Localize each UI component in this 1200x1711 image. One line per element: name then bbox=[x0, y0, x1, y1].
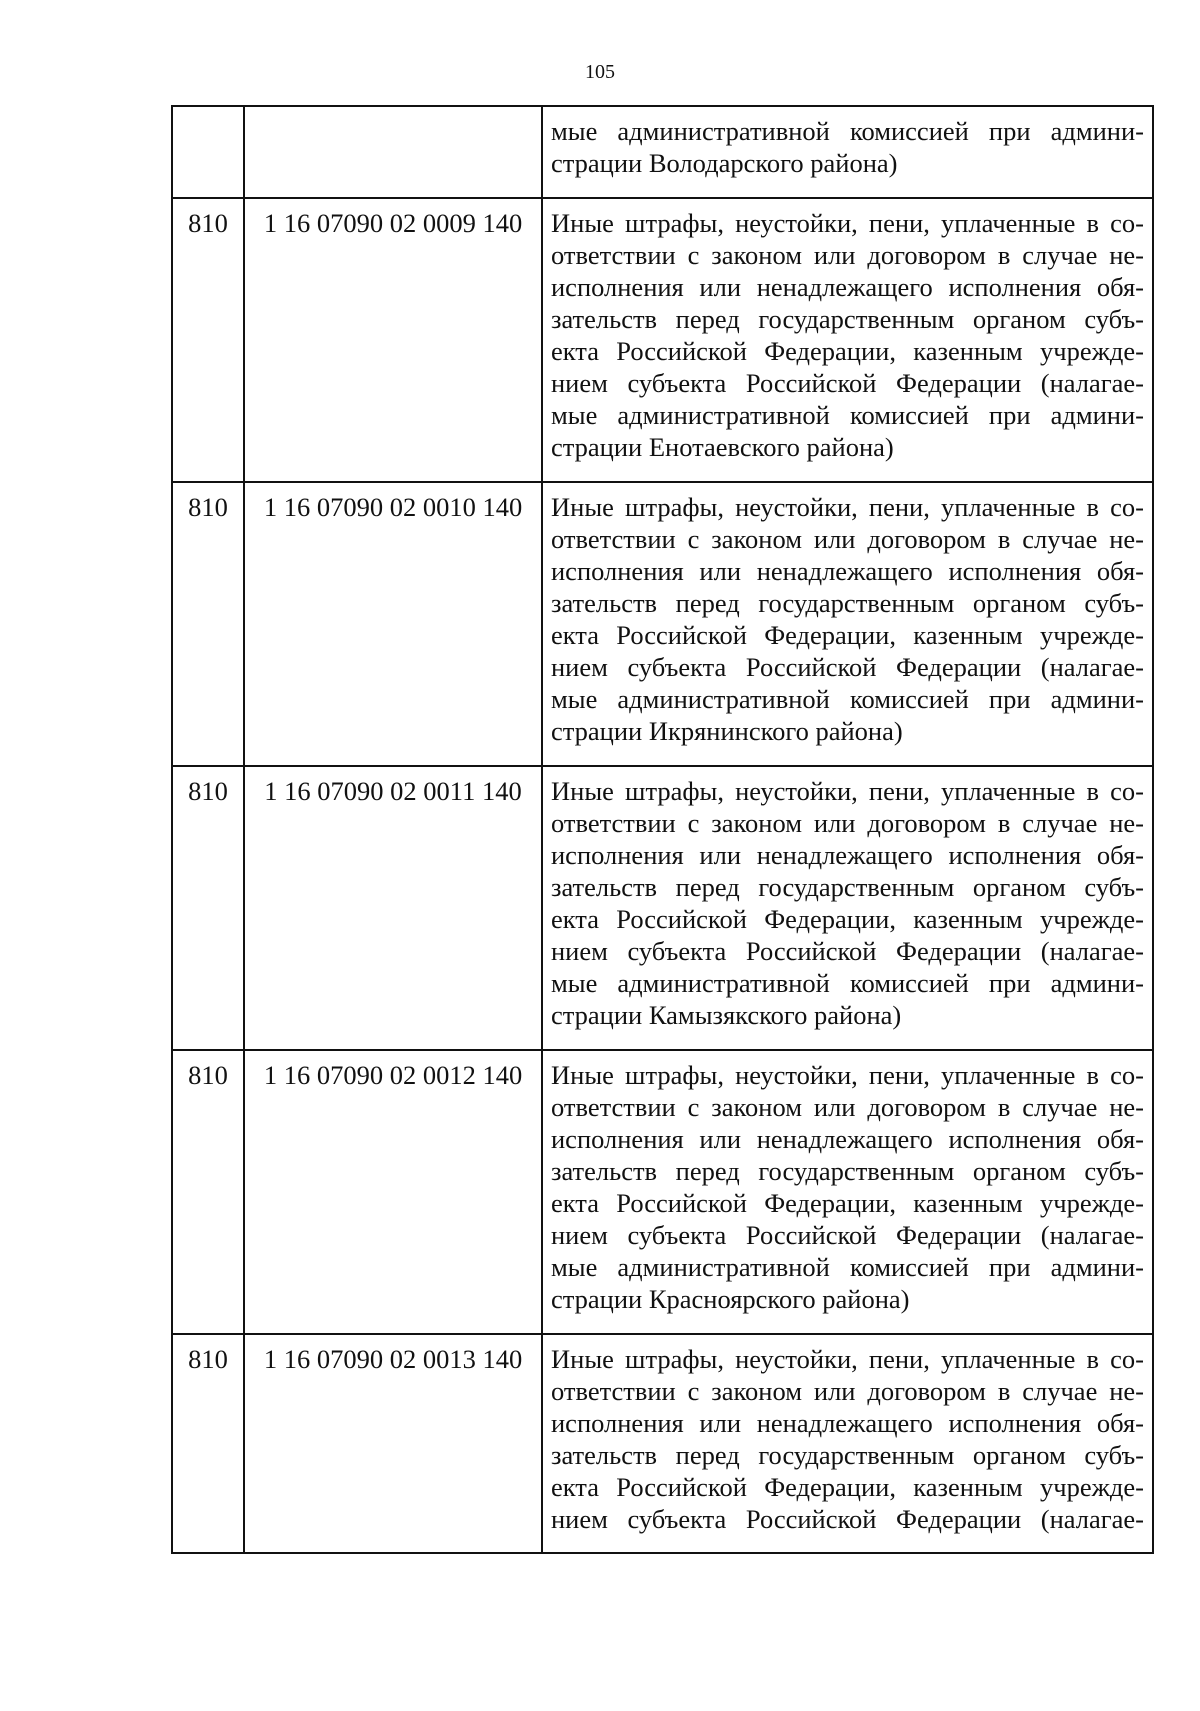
description-text bbox=[551, 1059, 1144, 1315]
budget-code-cell: 1 16 07090 02 0012 140 bbox=[244, 1050, 542, 1334]
budget-code-cell: 1 16 07090 02 0009 140 bbox=[244, 198, 542, 482]
table-row bbox=[172, 1334, 1153, 1553]
description-cell bbox=[542, 106, 1153, 198]
description-line: ответствии с законом или договором в случае не- bbox=[551, 1092, 1144, 1122]
description-line: страции Володарского района) bbox=[551, 148, 898, 178]
description-line: страции Енотаевского района) bbox=[551, 432, 894, 462]
description-text bbox=[551, 1343, 1144, 1535]
budget-code-cell: 1 16 07090 02 0011 140 bbox=[244, 766, 542, 1050]
description-line: мые административной комиссией при админи- bbox=[551, 400, 1144, 430]
admin-code-cell: 810 bbox=[172, 766, 244, 1050]
description-line: зательств перед государственным органом субъ- bbox=[551, 588, 1144, 618]
description-line: нием субъекта Российской Федерации (налагае- bbox=[551, 368, 1144, 398]
description-line: исполнения или ненадлежащего исполнения обя- bbox=[551, 272, 1144, 302]
description-line: нием субъекта Российской Федерации (налагае- bbox=[551, 1504, 1144, 1534]
description-cell bbox=[542, 1334, 1153, 1553]
description-line: исполнения или ненадлежащего исполнения обя- bbox=[551, 556, 1144, 586]
description-line: мые административной комиссией при админи- bbox=[551, 684, 1144, 714]
admin-code-cell: 810 bbox=[172, 482, 244, 766]
description-line: Иные штрафы, неустойки, пени, уплаченные в со- bbox=[551, 776, 1144, 806]
description-line: нием субъекта Российской Федерации (налагае- bbox=[551, 936, 1144, 966]
description-text bbox=[551, 207, 1144, 463]
description-line: ответствии с законом или договором в случае не- bbox=[551, 808, 1144, 838]
description-line: страции Красноярского района) bbox=[551, 1284, 910, 1314]
description-text bbox=[551, 115, 1144, 179]
description-line: ответствии с законом или договором в случае не- bbox=[551, 240, 1144, 270]
description-line: Иные штрафы, неустойки, пени, уплаченные в со- bbox=[551, 492, 1144, 522]
description-line: страции Камызякского района) bbox=[551, 1000, 902, 1030]
description-line: исполнения или ненадлежащего исполнения обя- bbox=[551, 1124, 1144, 1154]
table-row bbox=[172, 106, 1153, 198]
description-line: екта Российской Федерации, казенным учрежде- bbox=[551, 336, 1144, 366]
description-line: екта Российской Федерации, казенным учрежде- bbox=[551, 904, 1144, 934]
description-line: нием субъекта Российской Федерации (налагае- bbox=[551, 1220, 1144, 1250]
description-line: мые административной комиссией при админи- bbox=[551, 1252, 1144, 1282]
description-line: зательств перед государственным органом субъ- bbox=[551, 304, 1144, 334]
description-line: ответствии с законом или договором в случае не- bbox=[551, 524, 1144, 554]
admin-code-cell: 810 bbox=[172, 1334, 244, 1553]
budget-code-cell bbox=[244, 106, 542, 198]
description-line: мые административной комиссией при админи- bbox=[551, 116, 1144, 146]
description-cell bbox=[542, 198, 1153, 482]
description-line: екта Российской Федерации, казенным учрежде- bbox=[551, 620, 1144, 650]
admin-code-cell: 810 bbox=[172, 198, 244, 482]
description-line: Иные штрафы, неустойки, пени, уплаченные в со- bbox=[551, 1060, 1144, 1090]
budget-code-cell: 1 16 07090 02 0010 140 bbox=[244, 482, 542, 766]
admin-code-cell bbox=[172, 106, 244, 198]
description-line: зательств перед государственным органом субъ- bbox=[551, 872, 1144, 902]
description-line: зательств перед государственным органом субъ- bbox=[551, 1156, 1144, 1186]
description-line: исполнения или ненадлежащего исполнения обя- bbox=[551, 1408, 1144, 1438]
table-row bbox=[172, 198, 1153, 482]
description-line: Иные штрафы, неустойки, пени, уплаченные в со- bbox=[551, 1344, 1144, 1374]
description-line: зательств перед государственным органом субъ- bbox=[551, 1440, 1144, 1470]
description-line: ответствии с законом или договором в случае не- bbox=[551, 1376, 1144, 1406]
description-line: мые административной комиссией при админи- bbox=[551, 968, 1144, 998]
description-line: Иные штрафы, неустойки, пени, уплаченные в со- bbox=[551, 208, 1144, 238]
page-number: 105 bbox=[585, 61, 615, 83]
table-row bbox=[172, 1050, 1153, 1334]
budget-classification-table bbox=[171, 105, 1154, 1554]
description-line: исполнения или ненадлежащего исполнения обя- bbox=[551, 840, 1144, 870]
table-row bbox=[172, 482, 1153, 766]
table-row bbox=[172, 766, 1153, 1050]
description-line: екта Российской Федерации, казенным учрежде- bbox=[551, 1472, 1144, 1502]
description-line: екта Российской Федерации, казенным учрежде- bbox=[551, 1188, 1144, 1218]
description-line: страции Икрянинского района) bbox=[551, 716, 903, 746]
description-text bbox=[551, 775, 1144, 1031]
description-cell bbox=[542, 482, 1153, 766]
description-line: нием субъекта Российской Федерации (налагае- bbox=[551, 652, 1144, 682]
description-text bbox=[551, 491, 1144, 747]
description-cell bbox=[542, 1050, 1153, 1334]
budget-code-cell: 1 16 07090 02 0013 140 bbox=[244, 1334, 542, 1553]
admin-code-cell: 810 bbox=[172, 1050, 244, 1334]
description-cell bbox=[542, 766, 1153, 1050]
